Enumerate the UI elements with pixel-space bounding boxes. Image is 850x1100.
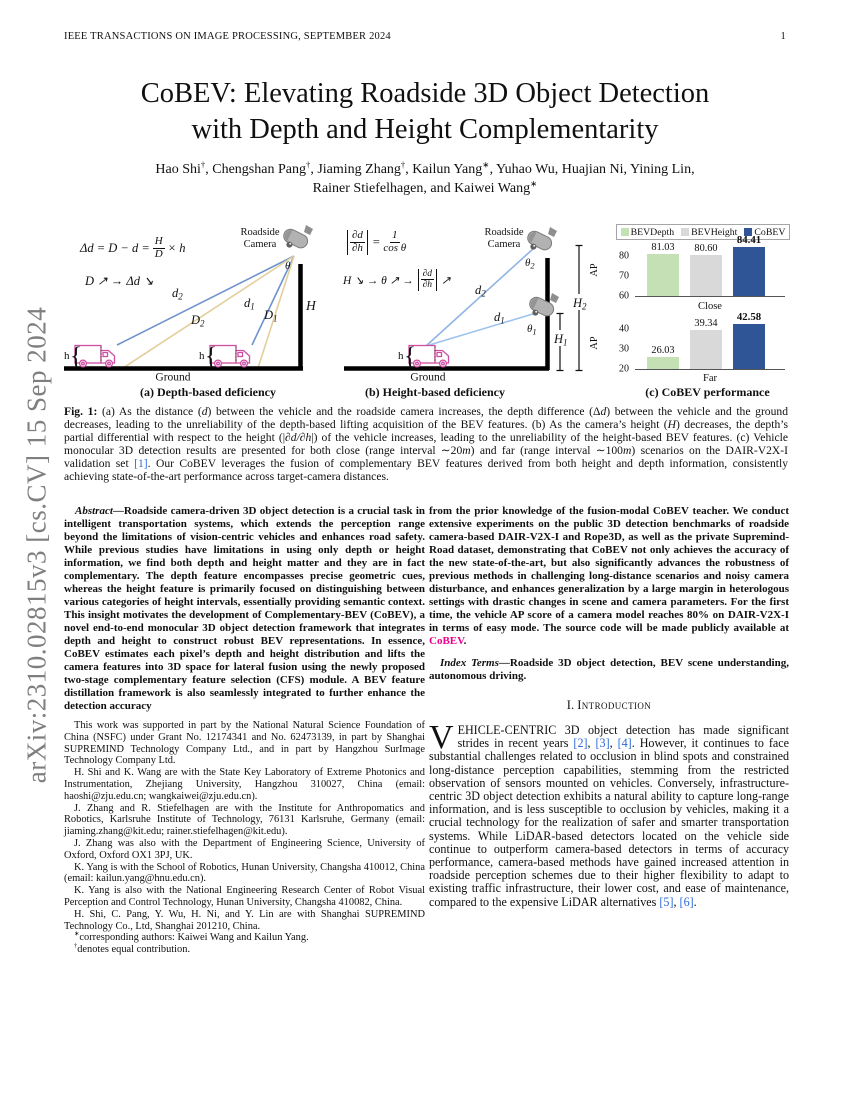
bar-value: 84.41 xyxy=(736,234,762,247)
citation-link[interactable]: [1] xyxy=(134,456,148,470)
footnote xyxy=(64,862,425,886)
bar-group xyxy=(733,310,765,369)
text-segment: |) of the vehicle increases, leading to the unreliability of the height-based BEV features. (c) Vehicle monocular 3D detection results are presented for both close (range interval ∼20 xyxy=(64,430,788,457)
bar-group xyxy=(647,317,679,369)
bar-group xyxy=(647,241,679,296)
figure-1 xyxy=(60,218,790,406)
text-segment: . However, it continues to face substantial challenges related to occlusion in blind spots and constrained long-distance perception capabilities, stemming from the restricted observation of sensors mounted on vehicles. Conversely, infrastructure-centric 3D object detection exhibits a natural ability to capture long-range information, and is less susceptible to occlusion by vehicles, making it a crucial technology for the realization of safer and smarter transportation systems. While LiDAR-based detectors located on the vehicle side continue to outperform camera-based detectors in terms of accuracy performance, camera-based methods have gained increased attention in roadside perception schemes due to their higher flexibility to adapt to existing traffic infrastructure, their lower cost, and ease of maintenance, compared to the expensive LiDAR alternatives xyxy=(429,736,789,909)
x-axis-label-close: Close xyxy=(698,301,722,312)
drop-cap: V xyxy=(429,719,454,756)
legend-item-bevdepth: BEVDepth xyxy=(621,227,675,238)
text-segment: , xyxy=(587,736,596,751)
text-segment: EHICLE-CENTRIC 3D object detection has made significant strides in recent years xyxy=(457,723,789,751)
footnote xyxy=(64,838,425,862)
y-axis-label: AP xyxy=(589,336,601,350)
text-segment: m xyxy=(462,443,471,457)
H-label: H xyxy=(306,298,316,313)
bar-bevheight-close xyxy=(690,255,722,296)
text-segment: d xyxy=(600,405,607,418)
bar-value: 26.03 xyxy=(651,344,675,356)
text-segment: K. Yang is with the School of Robotics, Hunan University, Changsha 410012, China (email: kailun.yang@hnu.edu.cn). xyxy=(64,861,425,885)
paper-title xyxy=(0,76,850,148)
abstract-right xyxy=(429,505,789,648)
section-title: Introduction xyxy=(577,698,652,712)
equation-depth-trend: D ↗ → Δd ↘ xyxy=(85,274,154,288)
abstract-left xyxy=(64,505,425,713)
h-brace: { xyxy=(205,343,217,370)
text-segment: (a) As the distance ( xyxy=(97,405,202,418)
text-segment: ∂d/∂h xyxy=(285,430,312,444)
h-label: h xyxy=(64,350,70,362)
legend-item-bevheight: BEVHeight xyxy=(681,227,737,238)
authors-line-2 xyxy=(0,179,850,198)
text-segment: ∗ xyxy=(74,930,80,938)
bar-cobev-far xyxy=(733,324,765,369)
text-segment: —Roadside camera-driven 3D object detection is a crucial task in intelligent transportation systems, which extends the perception range beyond the limitations of vision-centric vehicles and enhances road safety. While previous studies have limitations in using only depth or height information, we find both depth and height matter and they are in fact complementary. The depth feature encompasses precise geometric cues, whereas the height feature is primarily focused on distinguishing between various categories of height intervals, essentially providing semantic context. This insight motivates the development of Complementary-BEV (CoBEV), a novel end-to-end monocular 3D object detection framework that integrates depth and height to construct robust BEV representations. In essence, CoBEV estimates each pixel’s depth and height distribution and lifts the camera features into 3D space for lateral fusion using the newly proposed two-stage complementary feature selection (CFS) module. A BEV feature distillation framework is also seamlessly integrated to further enhance the detection accuracy xyxy=(64,505,425,712)
text-segment: m xyxy=(622,443,632,457)
text-segment: corresponding authors: Kaiwei Wang and Kailun Yang. xyxy=(79,932,309,944)
hyperlink[interactable]: CoBEV xyxy=(429,635,464,647)
bar-group xyxy=(690,317,722,369)
bar-bevdepth-close xyxy=(647,254,679,296)
equation-height: $\frac{\partial d}{\partial h}$ = $\frac{1}{\text{cos θ}}$ xyxy=(346,230,406,255)
title-line-1: CoBEV: Elevating Roadside 3D Object Detection xyxy=(140,78,710,109)
text-segment: ) between the vehicle and the ground decreases, leading to the unreliability of the depth-based lifting acquisition of the BEV features. (b) As the camera’s height ( xyxy=(64,405,788,431)
section-number: I. xyxy=(566,698,575,712)
sight-line-d1 xyxy=(426,313,536,346)
y-tick: 60 xyxy=(619,290,629,302)
text-segment: from the prior knowledge of the fusion-modal CoBEV teacher. We conduct extensive experiments on the public 3D detection benchmarks of roadside camera-based DAIR-V2X-I and Rope3D, as well as the private Supremind-Road dataset, demonstrating that CoBEV not only achieves the accuracy of the new state-of-the-art, but also significantly advances the robustness of previous methods in challenging long-distance scenarios and noisy camera disturbance, and enhances generalization by a large margin in heterologous settings with drastic changes in scene and camera parameters. For the first time, the vehicle AP score of a camera model reaches 80% on DAIR-V2X-I in terms of easy mode. The source code will be made publicly available at xyxy=(429,505,789,634)
y-axis-label: AP xyxy=(589,263,601,277)
text-segment: , Jiaming Zhang xyxy=(310,162,401,177)
text-segment: ) scenarios on the DAIR-V2X-I validation set xyxy=(64,443,788,470)
text-segment: † xyxy=(74,942,78,950)
left-column xyxy=(64,505,425,956)
bar-value: 81.03 xyxy=(651,241,675,253)
text-segment: ) and far (range interval ∼100 xyxy=(470,443,623,457)
bar-chart-far xyxy=(589,310,785,375)
x-axis-label-far: Far xyxy=(703,373,717,384)
bar-group xyxy=(690,244,722,296)
text-segment: Rainer Stiefelhagen, and Kaiwei Wang xyxy=(312,181,531,196)
d1-label: $d_1$ xyxy=(244,296,255,312)
y-tick: 70 xyxy=(619,270,629,282)
bar-value: 39.34 xyxy=(694,318,718,330)
index-terms xyxy=(429,657,789,683)
legend-item-cobev: CoBEV xyxy=(744,227,785,238)
author-list xyxy=(0,160,850,198)
D2-label: $D_2$ xyxy=(191,313,205,329)
y-tick: 30 xyxy=(619,343,629,355)
page-number: 1 xyxy=(780,31,786,42)
text-segment: Hao Shi xyxy=(155,162,201,177)
footnote xyxy=(64,944,425,956)
text-segment: This work was supported in part by the National Natural Science Foundation of China (NSFC) under Grant No. 12174341 and No. 62473139, in part by Shanghai SUPREMIND Technology Company Ltd., and in part by Hangzhou SurImage Technology Company Ltd. xyxy=(64,720,425,767)
arxiv-watermark: arXiv:2310.02815v3 [cs.CV] 15 Sep 2024 xyxy=(21,306,52,784)
footnotes xyxy=(64,720,425,956)
text-segment: H xyxy=(667,417,677,431)
footnote xyxy=(64,767,425,802)
section-heading-introduction xyxy=(429,698,789,713)
text-segment: , xyxy=(609,736,618,751)
roadside-camera-icon xyxy=(281,225,313,250)
citation-link[interactable]: [5] xyxy=(659,894,674,909)
authors-line-1 xyxy=(0,160,850,179)
text-segment: , Yuhao Wu, Huajian Ni, Yining Lin, xyxy=(489,162,695,177)
subcaption-b: (b) Height-based deficiency xyxy=(365,385,505,399)
citation-link[interactable]: [2] xyxy=(573,736,588,751)
legend-swatch-bevheight xyxy=(681,228,689,236)
text-segment: , xyxy=(673,894,680,909)
subcaption-a: (a) Depth-based deficiency xyxy=(140,385,276,399)
footnote xyxy=(64,885,425,909)
text-segment: . Our CoBEV leverages the fusion of complementary BEV features derived from both height and depth information, consistently achieving state-of-the-art performance across target-camera distances. xyxy=(64,456,788,483)
h-label: h xyxy=(199,350,205,362)
text-segment: d xyxy=(201,405,208,418)
footnote xyxy=(64,932,425,944)
theta-label: θ xyxy=(285,260,291,272)
ground-label: Ground xyxy=(155,371,191,383)
camera-label: Roadside xyxy=(240,227,280,238)
text-segment: † xyxy=(400,159,406,170)
bar-bevheight-far xyxy=(690,330,722,369)
d2-label: $d_2$ xyxy=(475,283,486,299)
text-segment: K. Yang is also with the National Engineering Research Center of Robot Visual Perception and Control Technology, Hunan University, Changsha 410082, China. xyxy=(64,885,425,908)
sight-line-d2 xyxy=(426,248,534,346)
text-segment: ∗ xyxy=(530,178,538,189)
text-segment: ) between the vehicle and the roadside camera increases, the depth difference (Δ xyxy=(207,405,601,418)
bar-value: 42.58 xyxy=(736,310,762,323)
text-segment: , Chengshan Pang xyxy=(205,162,306,177)
text-segment: denotes equal contribution. xyxy=(77,944,191,956)
d1-label: $d_1$ xyxy=(494,310,505,326)
sight-line-d2 xyxy=(117,256,294,345)
ground-label: Ground xyxy=(410,371,446,383)
roadside-camera-high-icon xyxy=(525,227,557,252)
footnote xyxy=(64,803,425,838)
text-segment: J. Zhang and R. Stiefelhagen are with the Institute for Anthropomatics and Robotics, Karlsruhe Institute of Technology, 76131 Karlsruhe, Germany (email: jiaming.zhang@kit.edu; rainer.stiefelhagen@kit.edu). xyxy=(64,802,425,838)
citation-link[interactable]: [4] xyxy=(617,736,632,751)
citation-link[interactable]: [3] xyxy=(595,736,610,751)
journal-header: IEEE TRANSACTIONS ON IMAGE PROCESSING, SEPTEMBER 2024 xyxy=(64,31,391,42)
bar-chart-close xyxy=(589,234,785,302)
title-line-2: with Depth and Height Complementarity xyxy=(191,114,659,145)
bar-bevdepth-far xyxy=(647,357,679,369)
text-segment: ∗ xyxy=(482,159,490,170)
bar-group xyxy=(733,234,765,296)
footnote xyxy=(64,720,425,767)
introduction-paragraph xyxy=(429,719,789,909)
text-segment: . xyxy=(693,894,697,909)
text-segment: , Kailun Yang xyxy=(405,162,483,177)
text-segment: Index Terms xyxy=(440,657,499,669)
equation-depth: Δd = D − d = $\frac{H}{D}$ × h xyxy=(80,235,186,260)
legend-swatch-bevdepth xyxy=(621,228,629,236)
d2-label: $d_2$ xyxy=(172,286,183,302)
H1-label: $H_1$ xyxy=(554,332,568,348)
text-segment: . xyxy=(463,635,467,647)
page-header xyxy=(64,31,786,42)
bar-value: 80.60 xyxy=(694,242,718,254)
text-segment: Abstract xyxy=(75,505,113,517)
camera-label: Camera xyxy=(487,239,521,250)
bar-cobev-close xyxy=(733,247,765,296)
text-segment: J. Zhang was also with the Department of Engineering Science, University of Oxford, Oxford OX1 3PJ, UK. xyxy=(64,837,425,861)
y-tick: 40 xyxy=(619,323,629,335)
text-segment: —Roadside 3D object detection, BEV scene understanding, autonomous driving. xyxy=(429,657,789,682)
camera-label: Camera xyxy=(243,239,277,250)
h-brace: { xyxy=(70,343,82,370)
theta1-label: $\theta_1$ xyxy=(527,323,537,337)
figure-caption xyxy=(64,406,788,483)
H2-label: $H_2$ xyxy=(573,296,587,312)
text-segment: Fig. 1: xyxy=(64,405,98,418)
D1-label: $D_1$ xyxy=(264,308,278,324)
text-segment: † xyxy=(200,159,206,170)
right-column xyxy=(429,505,789,909)
h-brace: { xyxy=(404,343,416,370)
subcaption-c: (c) CoBEV performance xyxy=(645,385,770,399)
text-segment: H. Shi and K. Wang are with the State Key Laboratory of Extreme Photonics and Instrumentation, Zhejiang University, Hangzhou 310027, China (email: haoshi@zju.edu.cn; wangkaiwei@zju.edu.cn). xyxy=(64,767,425,802)
text-segment: ) decreases, the depth’s partial differential with respect to the height (| xyxy=(64,417,788,444)
camera-label: Roadside xyxy=(484,227,524,238)
equation-height-trend: H ↘ → θ ↗ → $\frac{\partial d}{\partial h}$ ↗ xyxy=(343,269,451,291)
text-segment: † xyxy=(305,159,311,170)
text-segment: H. Shi, C. Pang, Y. Wu, H. Ni, and Y. Lin are with Shanghai SUPREMIND Technology Co., Ltd, Shanghai 201210, China. xyxy=(64,908,425,932)
theta2-label: $\theta_2$ xyxy=(525,257,535,271)
chart-legend xyxy=(616,224,790,240)
y-tick: 20 xyxy=(619,363,629,375)
y-tick: 80 xyxy=(619,250,629,262)
citation-link[interactable]: [6] xyxy=(679,894,694,909)
footnote xyxy=(64,909,425,933)
h-label: h xyxy=(398,350,404,362)
